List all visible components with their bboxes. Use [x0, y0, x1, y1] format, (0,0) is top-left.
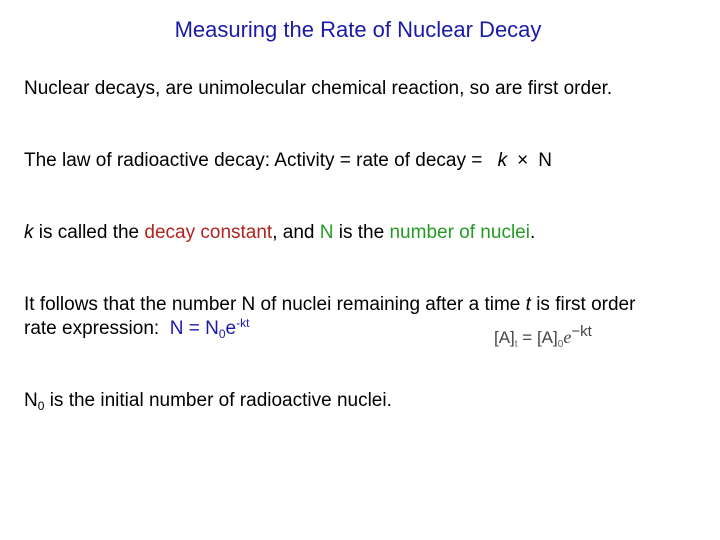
decay-law-statement [24, 149, 552, 173]
decay-law-text: The law of radioactive decay: Activity = rate of decay = [24, 150, 488, 171]
decay-constant-term: decay constant [144, 222, 273, 243]
formula-exponent: −kt [571, 323, 592, 340]
formula-e: e [563, 327, 572, 347]
definition-statement [24, 221, 535, 245]
k-symbol: k [24, 222, 34, 243]
first-order-statement: Nuclear decays, are unimolecular chemical reaction, so are first order. [24, 78, 613, 99]
formula-lhs: [A] [494, 328, 515, 347]
rate-expression-statement [24, 293, 635, 317]
rate-expression-text: is first order [530, 294, 636, 315]
definition-text: , and [272, 222, 320, 243]
n0-subscript: 0 [37, 399, 45, 413]
number-of-nuclei-term: number of nuclei [389, 222, 530, 243]
definition-text: is called the [33, 222, 145, 243]
rate-equation [170, 318, 250, 339]
first-order-formula-image [494, 323, 592, 350]
formula-rhs: = [A] [517, 328, 558, 347]
definition-text: is the [333, 222, 390, 243]
k-symbol: k [497, 150, 508, 171]
rate-expression-text: It follows that the number N of nuclei remaining after a time [24, 294, 526, 315]
rate-equation-lhs: N = N [169, 318, 219, 339]
rate-equation-e: e [225, 318, 237, 339]
times-symbol: × [517, 150, 529, 171]
formula-lhs-subscript: t [514, 339, 518, 350]
rate-expression-label: rate expression: [24, 318, 170, 339]
rate-equation-subscript: 0 [218, 327, 226, 341]
t-symbol: t [525, 294, 531, 315]
initial-nuclei-statement [24, 389, 392, 413]
page-title: Measuring the Rate of Nuclear Decay [174, 17, 542, 42]
rate-expression-line [24, 317, 249, 341]
definition-text: . [529, 222, 536, 243]
initial-nuclei-text: is the initial number of radioactive nuclei. [44, 390, 392, 411]
n-symbol: N [538, 150, 552, 171]
n-symbol: N [319, 222, 334, 243]
formula-rhs-subscript: 0 [557, 339, 564, 350]
n0-symbol: N [24, 390, 38, 411]
rate-equation-exponent: -kt [236, 316, 250, 330]
